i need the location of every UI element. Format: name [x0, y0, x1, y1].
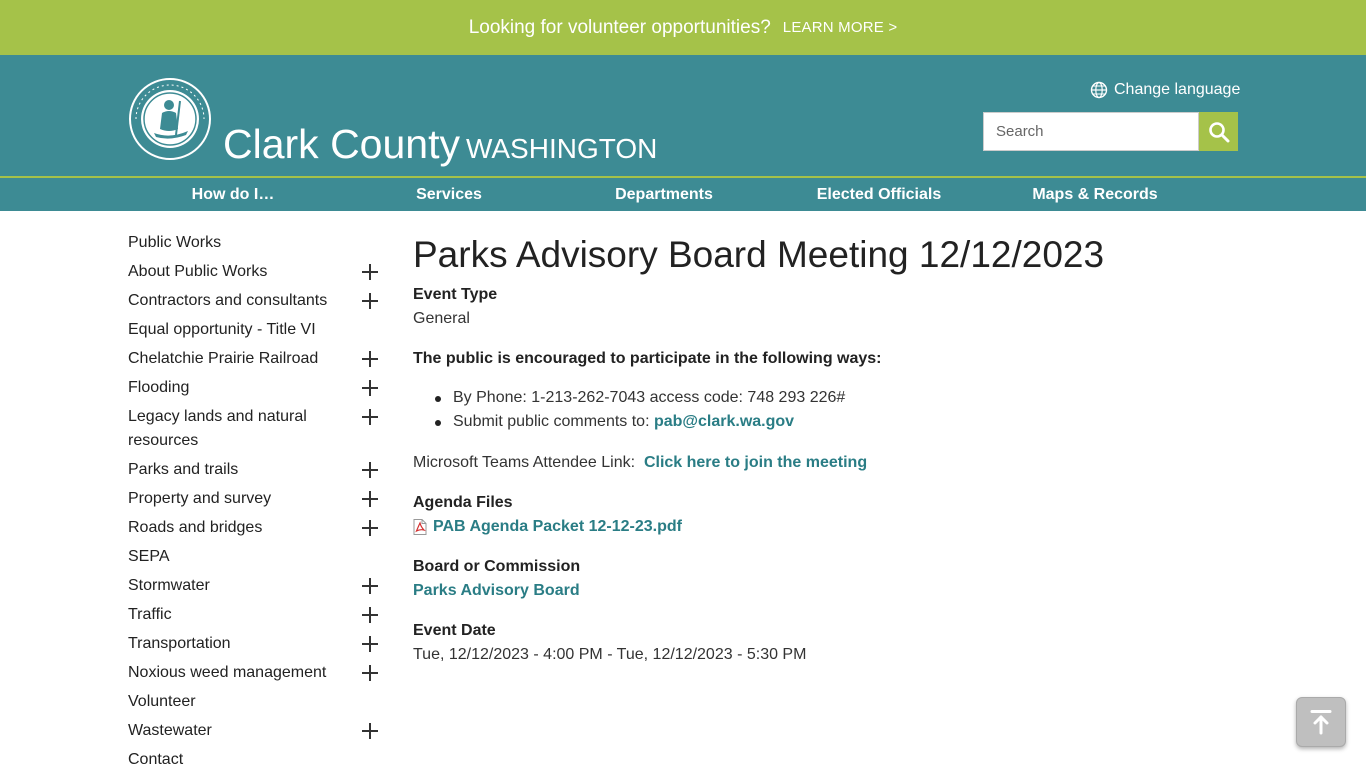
teams-row: [413, 454, 867, 472]
back-to-top-button[interactable]: [1296, 697, 1346, 747]
nav-elected-officials[interactable]: Elected Officials: [816, 186, 942, 203]
sidebar-item-label: Flooding: [128, 379, 190, 396]
sidebar-item-label: SEPA: [128, 548, 170, 565]
site-header: [0, 55, 1366, 176]
banner-text: Looking for volunteer opportunities?: [468, 16, 771, 38]
sidebar-item-noxious-weed[interactable]: [128, 661, 384, 685]
participate-heading: The public is encouraged to participate in the following ways:: [413, 350, 882, 367]
phone-text: By Phone: 1-213-262-7043 access code: 748 293 226#: [453, 389, 846, 406]
expand-plus-icon[interactable]: [362, 723, 378, 739]
expand-plus-icon[interactable]: [362, 491, 378, 507]
sidebar-item-label: Wastewater: [128, 722, 212, 739]
event-date-label: Event Date: [413, 622, 496, 639]
globe-icon: [1090, 81, 1108, 99]
sidebar-item-contractors[interactable]: [128, 289, 384, 313]
event-date-value: Tue, 12/12/2023 - 4:00 PM - Tue, 12/12/2023 - 5:30 PM: [413, 646, 807, 663]
sidebar-item-wastewater[interactable]: [128, 719, 384, 743]
arrow-up-to-line-icon: [1309, 709, 1333, 735]
agenda-file-row: [413, 518, 682, 536]
expand-plus-icon[interactable]: [362, 462, 378, 478]
board-row: [413, 582, 580, 600]
sidebar-item-stormwater[interactable]: [128, 574, 384, 598]
learn-more-link[interactable]: LEARN MORE >: [782, 19, 898, 36]
sidebar-item-parks-trails[interactable]: [128, 458, 384, 482]
expand-plus-icon[interactable]: [362, 665, 378, 681]
nav-maps-records[interactable]: Maps & Records: [1032, 186, 1158, 203]
teams-meeting-link[interactable]: Click here to join the meeting: [643, 454, 868, 471]
sidebar-item-label: Contact: [128, 751, 184, 768]
sidebar-item-label: Legacy lands and natural resources: [128, 408, 307, 449]
site-name-state: WASHINGTON: [465, 133, 658, 164]
sidebar-item-label: Equal opportunity - Title VI: [128, 321, 316, 338]
expand-plus-icon[interactable]: [362, 293, 378, 309]
nav-how-do-i[interactable]: How do I…: [191, 186, 275, 203]
sidebar-item-label: Parks and trails: [128, 461, 239, 478]
sidebar-item-label: About Public Works: [128, 263, 268, 280]
event-type-value: General: [413, 310, 470, 327]
site-name[interactable]: [223, 121, 657, 168]
agenda-file-link[interactable]: PAB Agenda Packet 12-12-23.pdf: [433, 518, 682, 535]
change-language-button[interactable]: [1090, 81, 1240, 99]
board-label: Board or Commission: [413, 558, 581, 575]
expand-plus-icon[interactable]: [362, 578, 378, 594]
expand-plus-icon[interactable]: [362, 636, 378, 652]
sidebar-item-label: Roads and bridges: [128, 519, 263, 536]
main-nav: [0, 176, 1366, 211]
pdf-file-icon: [413, 519, 427, 535]
sidebar-item-label: Transportation: [128, 635, 231, 652]
sidebar-item-label: Property and survey: [128, 490, 272, 507]
event-type-label: Event Type: [413, 286, 498, 303]
sidebar-item-railroad[interactable]: [128, 347, 384, 371]
expand-plus-icon[interactable]: [362, 351, 378, 367]
county-seal-logo[interactable]: [128, 77, 212, 161]
sidebar-item-label: Chelatchie Prairie Railroad: [128, 350, 319, 367]
teams-prefix: Microsoft Teams Attendee Link:: [413, 454, 636, 471]
expand-plus-icon[interactable]: [362, 264, 378, 280]
comments-prefix: Submit public comments to:: [453, 413, 654, 430]
expand-plus-icon[interactable]: [362, 607, 378, 623]
sidebar-item-equal-opportunity[interactable]: [128, 318, 384, 342]
sidebar-item-flooding[interactable]: [128, 376, 384, 400]
nav-services[interactable]: Services: [416, 186, 482, 203]
sidebar-item-traffic[interactable]: [128, 603, 384, 627]
list-item: [413, 386, 845, 410]
sidebar-item-label: Noxious weed management: [128, 664, 327, 681]
sidebar-item-sepa[interactable]: [128, 545, 384, 569]
sidebar-item-about-public-works[interactable]: [128, 260, 384, 284]
sidebar-item-legacy-lands[interactable]: [128, 405, 384, 453]
search-form: [983, 112, 1238, 151]
sidebar-item-label: Volunteer: [128, 693, 196, 710]
list-item: [413, 410, 845, 434]
sidebar-item-label: Traffic: [128, 606, 172, 623]
sidebar-item-transportation[interactable]: [128, 632, 384, 656]
sidebar-item-public-works[interactable]: [128, 231, 384, 255]
participation-list: [413, 386, 845, 434]
expand-plus-icon[interactable]: [362, 380, 378, 396]
sidebar-item-label: Stormwater: [128, 577, 210, 594]
sidebar-item-roads-bridges[interactable]: [128, 516, 384, 540]
sidebar-item-volunteer[interactable]: [128, 690, 384, 714]
page-title: Parks Advisory Board Meeting 12/12/2023: [413, 234, 1105, 275]
sidebar-item-label: Contractors and consultants: [128, 292, 328, 309]
search-button[interactable]: [1199, 112, 1238, 151]
board-link[interactable]: Parks Advisory Board: [413, 582, 580, 599]
volunteer-banner: [0, 0, 1366, 55]
sidebar-item-property-survey[interactable]: [128, 487, 384, 511]
expand-plus-icon[interactable]: [362, 520, 378, 536]
sidebar-item-label: Public Works: [128, 234, 222, 251]
agenda-files-label: Agenda Files: [413, 494, 513, 511]
comments-email-link[interactable]: pab@clark.wa.gov: [653, 413, 795, 430]
expand-plus-icon[interactable]: [362, 409, 378, 425]
sidebar-item-contact[interactable]: [128, 748, 384, 768]
nav-departments[interactable]: Departments: [615, 186, 713, 203]
site-name-county: Clark County: [223, 121, 460, 167]
search-input[interactable]: [983, 112, 1199, 151]
change-language-label: Change language: [1114, 81, 1241, 98]
search-icon: [1208, 121, 1230, 143]
